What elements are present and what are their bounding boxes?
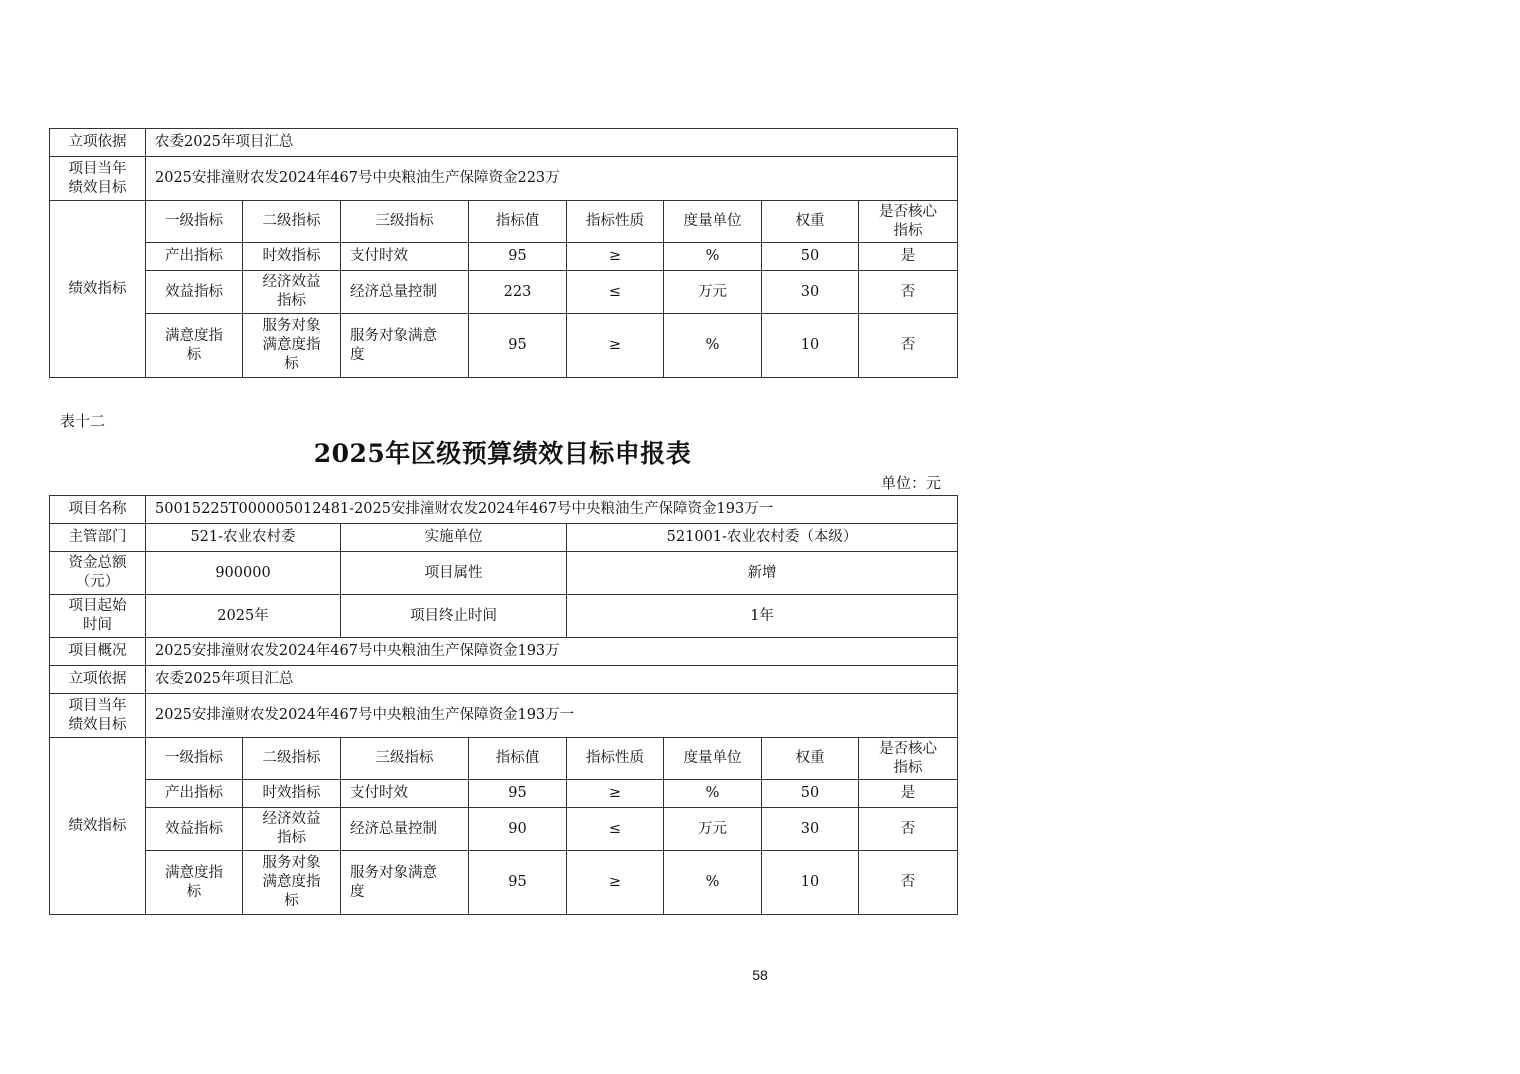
indicator-header-row xyxy=(50,738,958,780)
header-cell: 权重 xyxy=(762,738,859,780)
level2-cell: 服务对象 满意度指 标 xyxy=(243,314,341,378)
header-cell: 是否核心 指标 xyxy=(859,201,958,243)
basis-label: 立项依据 xyxy=(50,129,146,157)
level3-cell: 经济总量控制 xyxy=(341,808,469,851)
funds-value: 900000 xyxy=(146,552,341,595)
attr-value: 新增 xyxy=(567,552,958,595)
basis-value: 农委2025年项目汇总 xyxy=(146,129,958,157)
dept-label: 主管部门 xyxy=(50,524,146,552)
table-row xyxy=(50,780,958,808)
weight-cell: 30 xyxy=(762,808,859,851)
goal-value: 2025安排潼财农发2024年467号中央粮油生产保障资金193万一 xyxy=(146,694,958,738)
overview-label: 项目概况 xyxy=(50,638,146,666)
table-row xyxy=(50,314,958,378)
weight-cell: 50 xyxy=(762,243,859,271)
impl-label: 实施单位 xyxy=(341,524,567,552)
nature-cell: ≤ xyxy=(567,808,664,851)
unit-cell: 万元 xyxy=(664,808,762,851)
header-cell: 一级指标 xyxy=(146,738,243,780)
header-cell: 三级指标 xyxy=(341,201,469,243)
unit-cell: % xyxy=(664,780,762,808)
level1-cell: 满意度指 标 xyxy=(146,314,243,378)
weight-cell: 10 xyxy=(762,314,859,378)
indicators-label: 绩效指标 xyxy=(50,738,146,915)
nature-cell: ≥ xyxy=(567,851,664,915)
funds-label: 资金总额 （元） xyxy=(50,552,146,595)
core-cell: 否 xyxy=(859,851,958,915)
table-row xyxy=(50,808,958,851)
header-cell: 指标性质 xyxy=(567,201,664,243)
header-cell: 度量单位 xyxy=(664,201,762,243)
unit-cell: 万元 xyxy=(664,271,762,314)
project-name-label: 项目名称 xyxy=(50,496,146,524)
value-cell: 95 xyxy=(469,243,567,271)
header-cell: 指标性质 xyxy=(567,738,664,780)
page-number: 58 xyxy=(752,967,768,983)
header-cell: 二级指标 xyxy=(243,738,341,780)
level3-cell: 服务对象满意 度 xyxy=(341,851,469,915)
core-cell: 否 xyxy=(859,314,958,378)
level3-cell: 支付时效 xyxy=(341,780,469,808)
unit-cell: % xyxy=(664,851,762,915)
header-cell: 指标值 xyxy=(469,738,567,780)
attr-label: 项目属性 xyxy=(341,552,567,595)
weight-cell: 10 xyxy=(762,851,859,915)
goal-label: 项目当年 绩效目标 xyxy=(50,694,146,738)
page-title: 2025年区级预算绩效目标申报表 xyxy=(313,439,692,468)
goal-label: 项目当年 绩效目标 xyxy=(50,157,146,201)
weight-cell: 50 xyxy=(762,780,859,808)
end-value: 1年 xyxy=(567,595,958,638)
header-cell: 度量单位 xyxy=(664,738,762,780)
header-cell: 权重 xyxy=(762,201,859,243)
header-cell: 三级指标 xyxy=(341,738,469,780)
dept-value: 521-农业农村委 xyxy=(146,524,341,552)
core-cell: 是 xyxy=(859,243,958,271)
header-cell: 是否核心 指标 xyxy=(859,738,958,780)
level2-cell: 服务对象 满意度指 标 xyxy=(243,851,341,915)
nature-cell: ≥ xyxy=(567,314,664,378)
table-row xyxy=(50,271,958,314)
basis-value: 农委2025年项目汇总 xyxy=(146,666,958,694)
table-number-label: 表十二 xyxy=(60,412,106,430)
header-cell: 指标值 xyxy=(469,201,567,243)
overview-value: 2025安排潼财农发2024年467号中央粮油生产保障资金193万 xyxy=(146,638,958,666)
indicator-header-row xyxy=(50,201,958,243)
indicators-label: 绩效指标 xyxy=(50,201,146,378)
goal-value: 2025安排潼财农发2024年467号中央粮油生产保障资金223万 xyxy=(146,157,958,201)
top-performance-table xyxy=(49,128,958,378)
weight-cell: 30 xyxy=(762,271,859,314)
budget-performance-table xyxy=(49,495,958,915)
level3-cell: 支付时效 xyxy=(341,243,469,271)
header-cell: 一级指标 xyxy=(146,201,243,243)
nature-cell: ≥ xyxy=(567,243,664,271)
value-cell: 95 xyxy=(469,314,567,378)
level2-cell: 时效指标 xyxy=(243,780,341,808)
level3-cell: 服务对象满意 度 xyxy=(341,314,469,378)
level2-cell: 经济效益 指标 xyxy=(243,271,341,314)
level1-cell: 效益指标 xyxy=(146,808,243,851)
table-row xyxy=(50,243,958,271)
start-value: 2025年 xyxy=(146,595,341,638)
core-cell: 否 xyxy=(859,808,958,851)
level3-cell: 经济总量控制 xyxy=(341,271,469,314)
level1-cell: 满意度指 标 xyxy=(146,851,243,915)
unit-label: 单位：元 xyxy=(881,474,942,492)
header-cell: 二级指标 xyxy=(243,201,341,243)
value-cell: 90 xyxy=(469,808,567,851)
core-cell: 否 xyxy=(859,271,958,314)
value-cell: 95 xyxy=(469,851,567,915)
end-label: 项目终止时间 xyxy=(341,595,567,638)
table-row xyxy=(50,851,958,915)
project-name-value: 50015225T000005012481-2025安排潼财农发2024年467号中央粮油生产保障资金193万一 xyxy=(146,496,958,524)
nature-cell: ≥ xyxy=(567,780,664,808)
unit-cell: % xyxy=(664,314,762,378)
core-cell: 是 xyxy=(859,780,958,808)
level2-cell: 时效指标 xyxy=(243,243,341,271)
level1-cell: 产出指标 xyxy=(146,243,243,271)
value-cell: 95 xyxy=(469,780,567,808)
level1-cell: 产出指标 xyxy=(146,780,243,808)
level2-cell: 经济效益 指标 xyxy=(243,808,341,851)
nature-cell: ≤ xyxy=(567,271,664,314)
value-cell: 223 xyxy=(469,271,567,314)
level1-cell: 效益指标 xyxy=(146,271,243,314)
basis-label: 立项依据 xyxy=(50,666,146,694)
impl-value: 521001-农业农村委（本级） xyxy=(567,524,958,552)
unit-cell: % xyxy=(664,243,762,271)
start-label: 项目起始 时间 xyxy=(50,595,146,638)
